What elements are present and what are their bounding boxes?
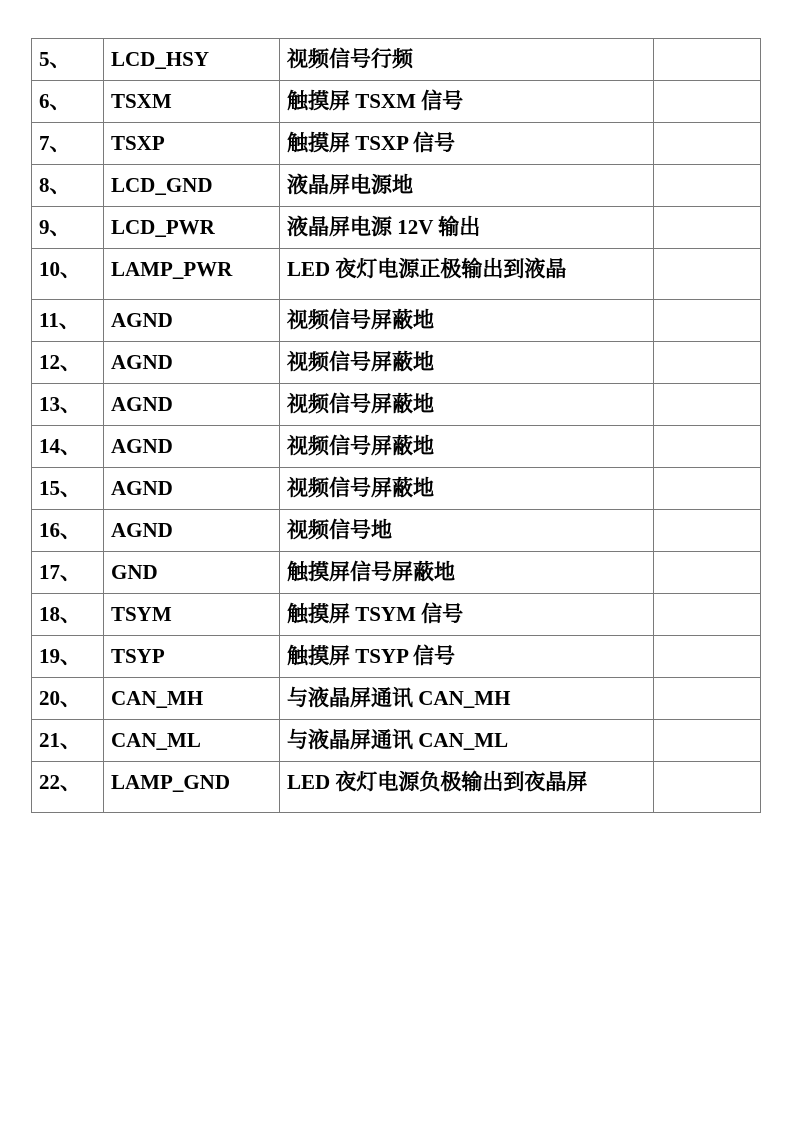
signal-name: AGND [104, 384, 280, 426]
table-row [32, 39, 761, 81]
pin-number: 6、 [32, 81, 104, 123]
signal-name: AGND [104, 468, 280, 510]
pin-number: 21、 [32, 720, 104, 762]
table-row [32, 342, 761, 384]
pin-number: 18、 [32, 594, 104, 636]
pin-number: 15、 [32, 468, 104, 510]
signal-description: 视频信号屏蔽地 [280, 342, 654, 384]
note-cell [654, 249, 761, 300]
note-cell [654, 510, 761, 552]
table-row [32, 552, 761, 594]
signal-name: TSYM [104, 594, 280, 636]
note-cell [654, 300, 761, 342]
note-cell [654, 81, 761, 123]
signal-name: TSXM [104, 81, 280, 123]
table-row [32, 249, 761, 300]
signal-name: AGND [104, 300, 280, 342]
signal-description: 视频信号行频 [280, 39, 654, 81]
pin-number: 22、 [32, 762, 104, 813]
signal-name: LAMP_GND [104, 762, 280, 813]
signal-description: LED 夜灯电源负极输出到夜晶屏 [280, 762, 654, 813]
signal-description: 触摸屏 TSXP 信号 [280, 123, 654, 165]
pin-number: 16、 [32, 510, 104, 552]
table-row [32, 426, 761, 468]
note-cell [654, 165, 761, 207]
pin-number: 14、 [32, 426, 104, 468]
note-cell [654, 636, 761, 678]
signal-name: CAN_ML [104, 720, 280, 762]
table-row [32, 81, 761, 123]
signal-name: GND [104, 552, 280, 594]
note-cell [654, 762, 761, 813]
table-row [32, 123, 761, 165]
pin-number: 17、 [32, 552, 104, 594]
note-cell [654, 342, 761, 384]
note-cell [654, 552, 761, 594]
signal-description: 液晶屏电源地 [280, 165, 654, 207]
note-cell [654, 678, 761, 720]
signal-name: TSYP [104, 636, 280, 678]
pin-number: 8、 [32, 165, 104, 207]
note-cell [654, 207, 761, 249]
table-row [32, 678, 761, 720]
signal-name: CAN_MH [104, 678, 280, 720]
table-row [32, 300, 761, 342]
signal-name: LCD_HSY [104, 39, 280, 81]
pin-number: 13、 [32, 384, 104, 426]
note-cell [654, 123, 761, 165]
signal-description: 与液晶屏通讯 CAN_MH [280, 678, 654, 720]
note-cell [654, 426, 761, 468]
signal-name: AGND [104, 342, 280, 384]
table-row [32, 762, 761, 813]
signal-description: 液晶屏电源 12V 输出 [280, 207, 654, 249]
signal-name: AGND [104, 426, 280, 468]
signal-name: LCD_GND [104, 165, 280, 207]
signal-description: 触摸屏 TSYP 信号 [280, 636, 654, 678]
signal-description: 触摸屏 TSXM 信号 [280, 81, 654, 123]
signal-name: TSXP [104, 123, 280, 165]
note-cell [654, 720, 761, 762]
table-row [32, 510, 761, 552]
table-row [32, 384, 761, 426]
signal-description: 视频信号屏蔽地 [280, 468, 654, 510]
pin-number: 11、 [32, 300, 104, 342]
signal-description: 视频信号屏蔽地 [280, 384, 654, 426]
signal-description: LED 夜灯电源正极输出到液晶 [280, 249, 654, 300]
pin-number: 5、 [32, 39, 104, 81]
signal-description: 视频信号地 [280, 510, 654, 552]
signal-name: LCD_PWR [104, 207, 280, 249]
note-cell [654, 384, 761, 426]
signal-description: 视频信号屏蔽地 [280, 426, 654, 468]
table-row [32, 468, 761, 510]
signal-name: LAMP_PWR [104, 249, 280, 300]
table-row [32, 165, 761, 207]
signal-description: 触摸屏 TSYM 信号 [280, 594, 654, 636]
signal-description: 触摸屏信号屏蔽地 [280, 552, 654, 594]
table-row [32, 720, 761, 762]
note-cell [654, 594, 761, 636]
table-row [32, 207, 761, 249]
signal-description: 与液晶屏通讯 CAN_ML [280, 720, 654, 762]
signal-name: AGND [104, 510, 280, 552]
pin-number: 7、 [32, 123, 104, 165]
pin-number: 19、 [32, 636, 104, 678]
table-row [32, 636, 761, 678]
note-cell [654, 468, 761, 510]
table-row [32, 594, 761, 636]
pin-number: 20、 [32, 678, 104, 720]
note-cell [654, 39, 761, 81]
signal-description: 视频信号屏蔽地 [280, 300, 654, 342]
pin-number: 10、 [32, 249, 104, 300]
pin-number: 12、 [32, 342, 104, 384]
pin-definition-table [31, 38, 761, 813]
pin-number: 9、 [32, 207, 104, 249]
